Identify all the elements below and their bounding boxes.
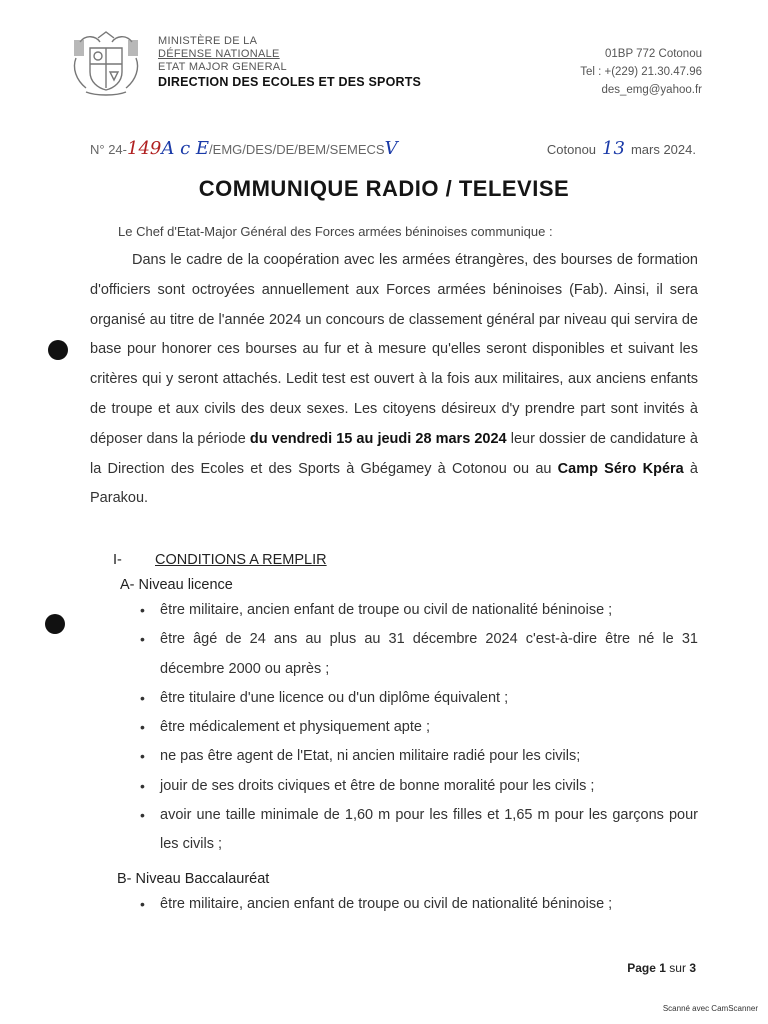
list-item: • être titulaire d'une licence ou d'un diplôme équivalent ; — [160, 684, 698, 713]
document-title: COMMUNIQUE RADIO / TELEVISE — [198, 176, 570, 201]
date-day: 13 — [602, 138, 625, 159]
bullet-icon: • — [140, 719, 145, 736]
contact-block — [580, 45, 702, 99]
list-item: • être âgé de 24 ans au plus au 31 décembre 2024 c'est-à-dire être né le 31 décembre 2000 ou après ; — [160, 625, 698, 684]
ministry-line: ETAT MAJOR GENERAL — [158, 61, 287, 73]
reference-handwritten-marks: A c E — [161, 138, 210, 159]
email: des_emg@yahoo.fr — [601, 84, 702, 96]
date-city: Cotonou — [546, 142, 597, 157]
reference-prefix: N° 24- — [90, 142, 127, 157]
bullet-icon: • — [140, 689, 145, 706]
bullet-icon: • — [140, 631, 145, 648]
reference-handwritten-end: V — [384, 138, 398, 159]
list-item: • être médicalement et physiquement apte ; — [160, 713, 698, 742]
bullet-icon: • — [140, 896, 145, 912]
bullet-icon: • — [140, 777, 145, 794]
conditions-list-b — [140, 890, 698, 919]
section-number: I- — [113, 552, 122, 568]
punch-hole-icon — [45, 614, 65, 634]
reference-suffix: /EMG/DES/DE/BEM/SEMECS — [209, 142, 385, 157]
intro-text: Le Chef d'Etat-Major Général des Forces armées béninoises communique : — [118, 224, 553, 239]
subsection-heading-b: B- Niveau Baccalauréat — [117, 871, 270, 887]
postal-box: 01BP 772 Cotonou — [605, 48, 702, 60]
ministry-header — [158, 35, 421, 89]
punch-hole-icon — [48, 340, 68, 360]
ministry-line: DÉFENSE NATIONALE — [158, 48, 280, 60]
list-item: • être militaire, ancien enfant de troupe ou civil de nationalité béninoise ; — [160, 596, 698, 625]
scanner-watermark: Scanné avec CamScanner — [662, 1004, 758, 1013]
list-item: • ne pas être agent de l'Etat, ni ancien militaire radié pour les civils; — [160, 742, 698, 771]
camp-name: Camp Séro Kpéra — [557, 460, 684, 477]
section-heading — [113, 552, 327, 568]
body-text: Dans le cadre de la coopération avec les armées étrangères, des bourses de formation d'officiers sont octroyées annuellement aux Forces armées béninoises (Fab). Ainsi, il sera organisé au titre de l'année 2024 un concours de classement général par niveau qui servira de base pour honorer ces bourses au fur et à mesure qu'elles seront disponibles et suivant les critères qui y seront attachés. Ledit test est ouvert à la fois aux militaires, aux anciens enfants de troupe et aux civils des deux sexes. Les citoyens désireux d'y prendre part sont invités à déposer dans la période — [90, 252, 698, 447]
reference-number — [90, 138, 398, 159]
subsection-heading-a: A- Niveau licence — [120, 577, 233, 593]
telephone: Tel : +(229) 21.30.47.96 — [580, 66, 702, 78]
bullet-icon: • — [140, 602, 145, 618]
list-item: • être militaire, ancien enfant de troupe ou civil de nationalité béninoise ; — [160, 890, 698, 919]
direction-name: DIRECTION DES ECOLES ET DES SPORTS — [158, 75, 422, 89]
list-item: • avoir une taille minimale de 1,60 m pour les filles et 1,65 m pour les garçons pour les civils ; — [160, 801, 698, 860]
date-line — [547, 138, 696, 159]
body-text: à Parakou. — [90, 460, 698, 507]
list-item: • jouir de ses droits civiques et être de bonne moralité pour les civils ; — [160, 772, 698, 801]
bullet-icon: • — [140, 807, 145, 824]
ministry-line: MINISTÈRE DE LA — [158, 35, 258, 47]
coat-of-arms-icon — [70, 28, 142, 98]
conditions-list-a — [140, 596, 698, 860]
page-number: Page 1 sur 3 — [627, 961, 696, 975]
period-dates: du vendredi 15 au jeudi 28 mars 2024 — [249, 430, 507, 447]
bullet-icon: • — [140, 748, 145, 765]
body-paragraph — [90, 246, 698, 514]
section-label: CONDITIONS A REMPLIR — [155, 552, 327, 568]
reference-handwritten-number: 149 — [127, 138, 162, 159]
date-month-year: mars 2024. — [630, 142, 696, 157]
body-text: leur dossier de candidature à la Direction des Ecoles et des Sports à Gbégamey à Cotonou ou au — [90, 430, 698, 477]
